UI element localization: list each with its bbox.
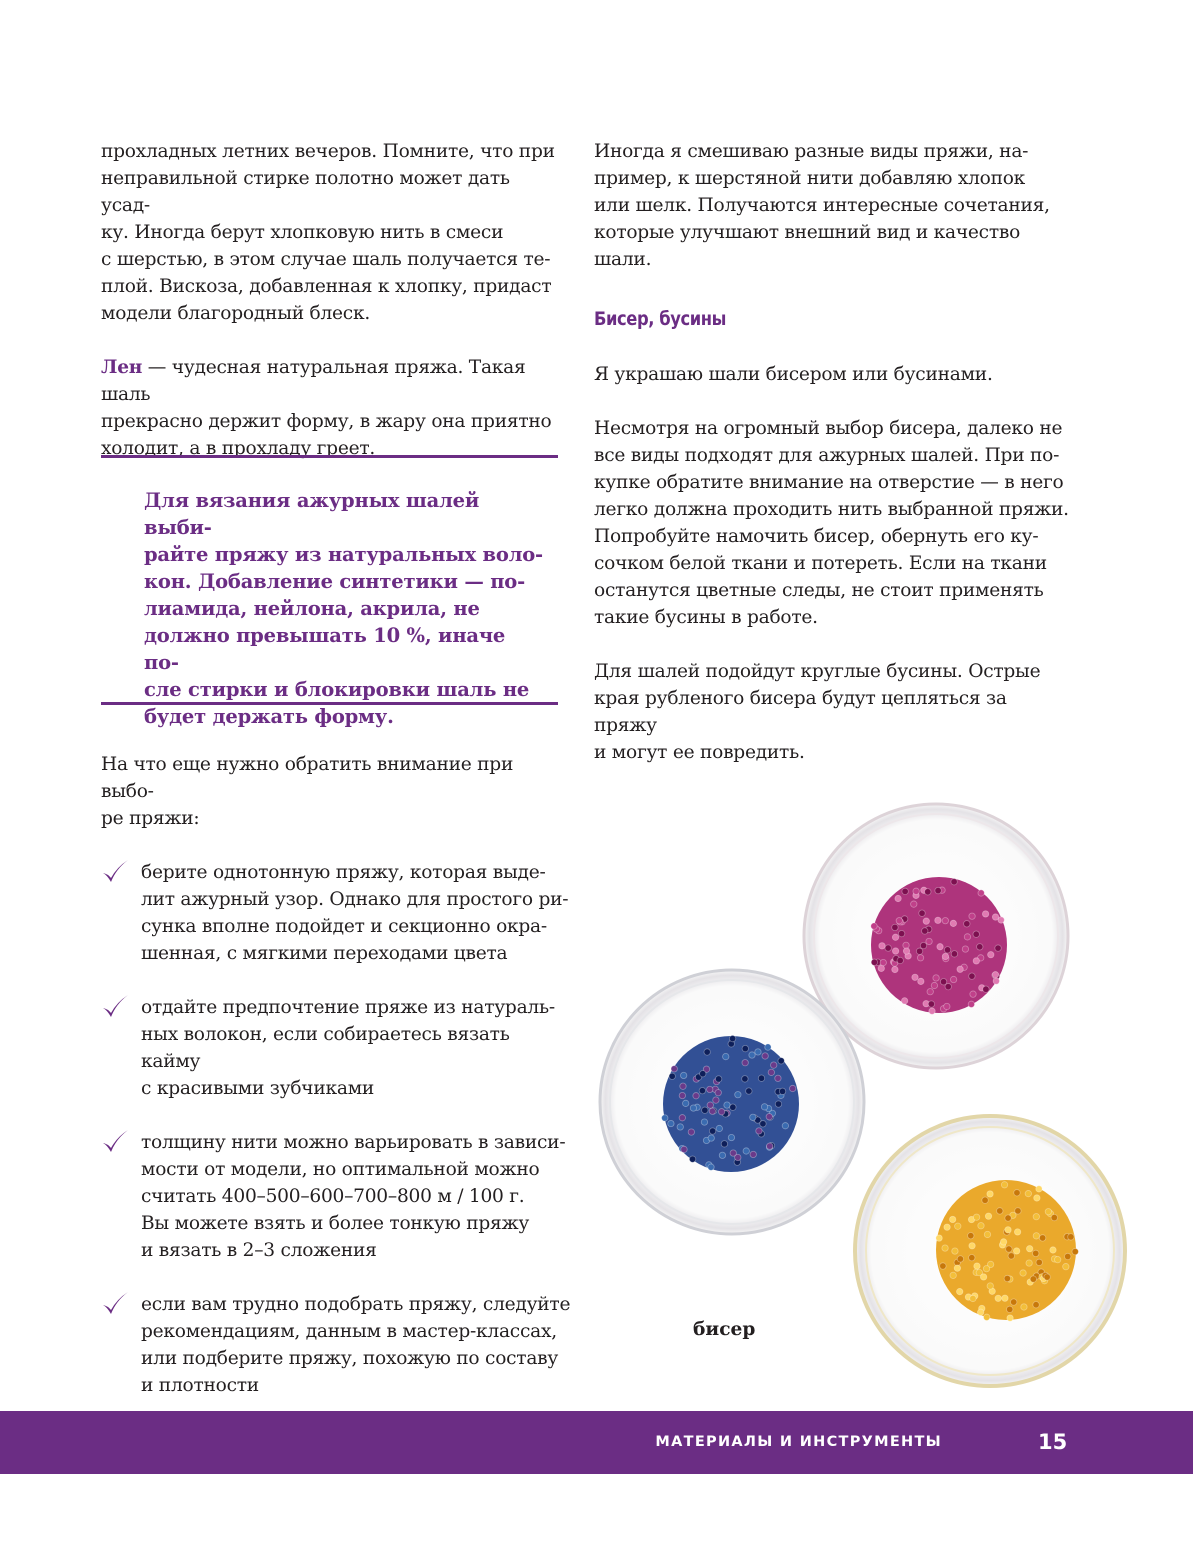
bead (1044, 1274, 1050, 1280)
bead (950, 976, 956, 982)
bead (707, 1086, 713, 1092)
bead (895, 895, 901, 901)
bead (1001, 1182, 1007, 1188)
bead (918, 978, 924, 984)
bead (708, 1164, 714, 1170)
bead (771, 1062, 777, 1068)
checkmark-icon (101, 994, 129, 1020)
bead (974, 1263, 980, 1269)
bead (679, 1115, 685, 1121)
bead (1036, 1259, 1042, 1265)
bead (1054, 1256, 1060, 1262)
bead (1034, 1195, 1040, 1201)
bead (1020, 1270, 1026, 1276)
bead (879, 943, 885, 949)
bead (973, 1214, 979, 1220)
bead (761, 1104, 767, 1110)
bead (944, 1224, 950, 1230)
bead (871, 923, 877, 929)
checkmark-icon (101, 1291, 129, 1317)
bead (892, 948, 898, 954)
checkmark-icon (101, 1129, 129, 1155)
bead (721, 1141, 727, 1147)
bead (942, 953, 948, 959)
bead (901, 998, 907, 1004)
bead (928, 1001, 934, 1007)
bead (1065, 1253, 1071, 1259)
footer-section-title: МАТЕРИАЛЫ И ИНСТРУМЕНТЫ (655, 1434, 942, 1450)
bead (898, 930, 904, 936)
bead (668, 1120, 674, 1126)
bead (920, 942, 926, 948)
bead (911, 901, 917, 907)
bead (902, 888, 908, 894)
bead (775, 1101, 781, 1107)
bead (957, 1256, 963, 1262)
blue-beads-dish (600, 970, 864, 1234)
left-column (101, 138, 561, 462)
bead (919, 910, 925, 916)
bead (680, 1072, 686, 1078)
bead (970, 991, 976, 997)
bead (969, 973, 975, 979)
bead (677, 1124, 683, 1130)
bead (995, 945, 1001, 951)
bead (735, 1091, 741, 1097)
bead (681, 1146, 687, 1152)
bead (1045, 1208, 1051, 1214)
list-item-text: берите однотонную пряжу, которая выде- лит ажурный узор. Однако для простого ри- сунка вполне подойдет и секционно окра- шенная, с мягкими переходами цвета (141, 862, 569, 964)
bead (980, 1274, 986, 1280)
bead (942, 917, 948, 923)
bead (724, 1102, 730, 1108)
bead (903, 948, 909, 954)
bead (1014, 1229, 1020, 1235)
beads-paragraph-1: Я украшаю шали бисером или бусинами. (594, 364, 993, 385)
bead (1000, 1239, 1006, 1245)
bead (680, 1083, 686, 1089)
bead (789, 1085, 795, 1091)
bead (892, 966, 898, 972)
checklist (101, 751, 571, 1399)
bead (758, 1075, 764, 1081)
bead (1033, 1233, 1039, 1239)
checklist-intro: На что еще нужно обратить внимание при выбо- ре пряжи: (101, 754, 514, 829)
bead (690, 1105, 696, 1111)
bead (688, 1129, 694, 1135)
bead (728, 1134, 734, 1140)
bead (917, 955, 923, 961)
bead (988, 952, 994, 958)
bead (936, 1235, 942, 1241)
bead (978, 1223, 984, 1229)
footer-band (0, 1411, 1193, 1474)
bead (707, 1102, 713, 1108)
bead (940, 1263, 946, 1269)
bead (1030, 1276, 1036, 1282)
bead (957, 1288, 963, 1294)
bead (1033, 1302, 1039, 1308)
bead (760, 1121, 766, 1127)
bead (701, 1119, 707, 1125)
bead (969, 913, 975, 919)
bead (716, 1125, 722, 1131)
bead (702, 1107, 708, 1113)
bead (968, 1232, 974, 1238)
bead (1002, 1295, 1008, 1301)
photo-caption: бисер (693, 1319, 756, 1340)
bead (689, 1156, 695, 1162)
list-item-text: отдайте предпочтение пряже из натураль- ных волокон, если собираетесь вязать кайму с красивыми зубчиками (141, 997, 555, 1099)
bead (916, 948, 922, 954)
bead (768, 1069, 774, 1075)
bead (892, 924, 898, 930)
bead (973, 931, 979, 937)
bead (964, 934, 970, 940)
bead (1050, 1247, 1056, 1253)
bead (969, 1254, 975, 1260)
bead (762, 1053, 768, 1059)
bead (993, 978, 999, 984)
callout-text: Для вязания ажурных шалей выби- райте пряжу из натуральных воло- кон. Добавление синтетики — по- лиамида, нейлона, акрила, не должно превышать 10 %, иначе по- сле стирки и блокировки шаль не будет держать форму. (144, 489, 543, 728)
bead (742, 1060, 748, 1066)
bead (970, 1295, 976, 1301)
bead (1014, 1190, 1020, 1196)
callout-box (101, 455, 558, 728)
bead (718, 1109, 724, 1115)
bead (982, 1197, 988, 1203)
bead (1005, 1227, 1011, 1233)
bead (767, 1143, 773, 1149)
bead (978, 890, 984, 896)
bead (679, 1092, 685, 1098)
len-paragraph (101, 354, 561, 462)
bead (730, 1150, 736, 1156)
bead (756, 1128, 762, 1134)
bead (896, 917, 902, 923)
bead (1068, 1234, 1074, 1240)
bead (951, 951, 957, 957)
bead (964, 921, 970, 927)
bead (944, 1003, 950, 1009)
bead (765, 1044, 771, 1050)
bead (729, 1035, 735, 1041)
bead (1008, 1253, 1014, 1259)
bead (662, 1115, 668, 1121)
bead (1015, 1208, 1021, 1214)
bead (935, 917, 941, 923)
len-text: — чудесная натуральная пряжа. Такая шаль прекрасно держит форму, в жару она приятно холодит, а в прохладу греет. (101, 357, 552, 459)
bead (1013, 1248, 1019, 1254)
len-term: Лен (101, 357, 143, 378)
bead (1004, 1275, 1010, 1281)
intro-paragraph: прохладных летних вечеров. Помните, что при неправильной стирке полотно может дать усад- ку. Иногда берут хлопковую нить в смеси с шерстью, в этом случае шаль получается те- плой. Вискоза, добавленная к хлопку, придаст модели благородный блеск. (101, 141, 555, 324)
bead (922, 928, 928, 934)
bead (926, 938, 932, 944)
bead (682, 1100, 688, 1106)
bead (954, 1265, 960, 1271)
bead (983, 986, 989, 992)
bead (944, 947, 950, 953)
bead (935, 887, 941, 893)
bead (1006, 1246, 1012, 1252)
bead (1021, 1304, 1027, 1310)
bead (779, 1088, 785, 1094)
bead (699, 1087, 705, 1093)
bead (719, 1152, 725, 1158)
bead (749, 1052, 755, 1058)
bead (1033, 1250, 1039, 1256)
bead (940, 979, 946, 985)
bead (984, 1314, 990, 1320)
bead (925, 889, 931, 895)
bead (950, 920, 956, 926)
bead (775, 1075, 781, 1081)
bead (937, 944, 943, 950)
bead (885, 945, 891, 951)
bead (743, 1148, 749, 1154)
bead (913, 888, 919, 894)
bead (723, 1053, 729, 1059)
list-item (101, 1291, 571, 1399)
bead (983, 1265, 989, 1271)
bead (927, 989, 933, 995)
bead (671, 1066, 677, 1072)
bead (957, 966, 963, 972)
bead (746, 1088, 752, 1094)
bead (704, 1049, 710, 1055)
bead (897, 957, 903, 963)
bead (750, 1114, 756, 1120)
bead (977, 944, 983, 950)
bead (969, 1243, 975, 1249)
bead (912, 974, 918, 980)
bead (880, 959, 886, 965)
bead (952, 1248, 958, 1254)
right-column (594, 138, 1069, 766)
amber-beads-dish (855, 1116, 1125, 1386)
bead (730, 1104, 736, 1110)
bead (977, 1309, 983, 1315)
bead (871, 959, 877, 965)
mix-paragraph: Иногда я смешиваю разные виды пряжи, на- пример, к шерстяной нити добавляю хлопок или шелк. Получаются интересные сочетания, которые улучшают внешний вид и качество шали. (594, 141, 1050, 270)
bead (709, 1108, 715, 1114)
bead (700, 1071, 706, 1077)
page-number: 15 (1038, 1430, 1068, 1454)
bead (1026, 1246, 1032, 1252)
bead (742, 1045, 748, 1051)
bead (1005, 1215, 1011, 1221)
bead (985, 1213, 991, 1219)
bead (782, 1123, 788, 1129)
bead (992, 972, 998, 978)
bead (931, 982, 937, 988)
bead (713, 1097, 719, 1103)
list-item (101, 994, 571, 1102)
list-item-text: толщину нити можно варьировать в зависи- мости от модели, но оптимальной можно считать 400–500–600–700–800 м / 100 г. Вы можете взять и более тонкую пряжу и вязать в 2–3 сложения (141, 1132, 566, 1261)
bead (669, 1073, 675, 1079)
list-item-text: если вам трудно подобрать пряжу, следуйте рекомендациям, данным в мастер-классах, или подберите пряжу, похожую по составу и плотности (141, 1294, 571, 1396)
list-item (101, 1129, 571, 1264)
beads-paragraph-2: Несмотря на огромный выбор бисера, далеко не все виды подходят для ажурных шалей. При по- купке обратите внимание на отверстие — в него легко должна проходить нить выбранной пряжи. Попробуйте намочить бисер, обернуть его ку- сочком белой ткани и потереть. Если на ткани останутся цветные следы, не стоит применять такие бусины в работе. (594, 418, 1069, 628)
bead (1036, 1186, 1042, 1192)
bead (709, 1128, 715, 1134)
bead (755, 1049, 761, 1055)
bead (1063, 1263, 1069, 1269)
beads-paragraph-3: Для шалей подойдут круглые бусины. Острые края рубленого бисера будут цепляться за пряжу и могут ее повредить. (594, 661, 1041, 763)
bead (984, 1231, 990, 1237)
pink-beads-dish (804, 804, 1068, 1068)
bead (1026, 1260, 1032, 1266)
bead (715, 1089, 721, 1095)
bead (995, 1295, 1001, 1301)
bead (982, 911, 988, 917)
bead (778, 1058, 784, 1064)
bead (955, 1223, 961, 1229)
bead (992, 914, 998, 920)
bead (951, 879, 957, 885)
bead (693, 1093, 699, 1099)
beads-photo (594, 795, 1128, 1405)
bead (715, 1076, 721, 1082)
bead (1072, 1248, 1078, 1254)
bead (1051, 1214, 1057, 1220)
bead (949, 1216, 955, 1222)
bead (968, 1001, 974, 1007)
checkmark-icon (101, 859, 129, 885)
bead (933, 975, 939, 981)
bead (1033, 1213, 1039, 1219)
bead (942, 1245, 948, 1251)
bead (923, 918, 929, 924)
bead (892, 934, 898, 940)
list-item (101, 859, 571, 967)
bead (1010, 1299, 1016, 1305)
bead (950, 1272, 956, 1278)
bead (742, 1076, 748, 1082)
bead (766, 1113, 772, 1119)
bead (1007, 1315, 1013, 1321)
bead (1039, 1235, 1045, 1241)
bead (1007, 1306, 1013, 1312)
bead (987, 1283, 993, 1289)
bead (929, 1008, 935, 1014)
bead (945, 983, 951, 989)
bead (987, 1191, 993, 1197)
bead (997, 1208, 1003, 1214)
bead (750, 1151, 756, 1157)
bead (708, 1135, 714, 1141)
section-heading: Бисер, бусины (594, 308, 726, 330)
bead (973, 958, 979, 964)
bead (1025, 1190, 1031, 1196)
bead (962, 946, 968, 952)
